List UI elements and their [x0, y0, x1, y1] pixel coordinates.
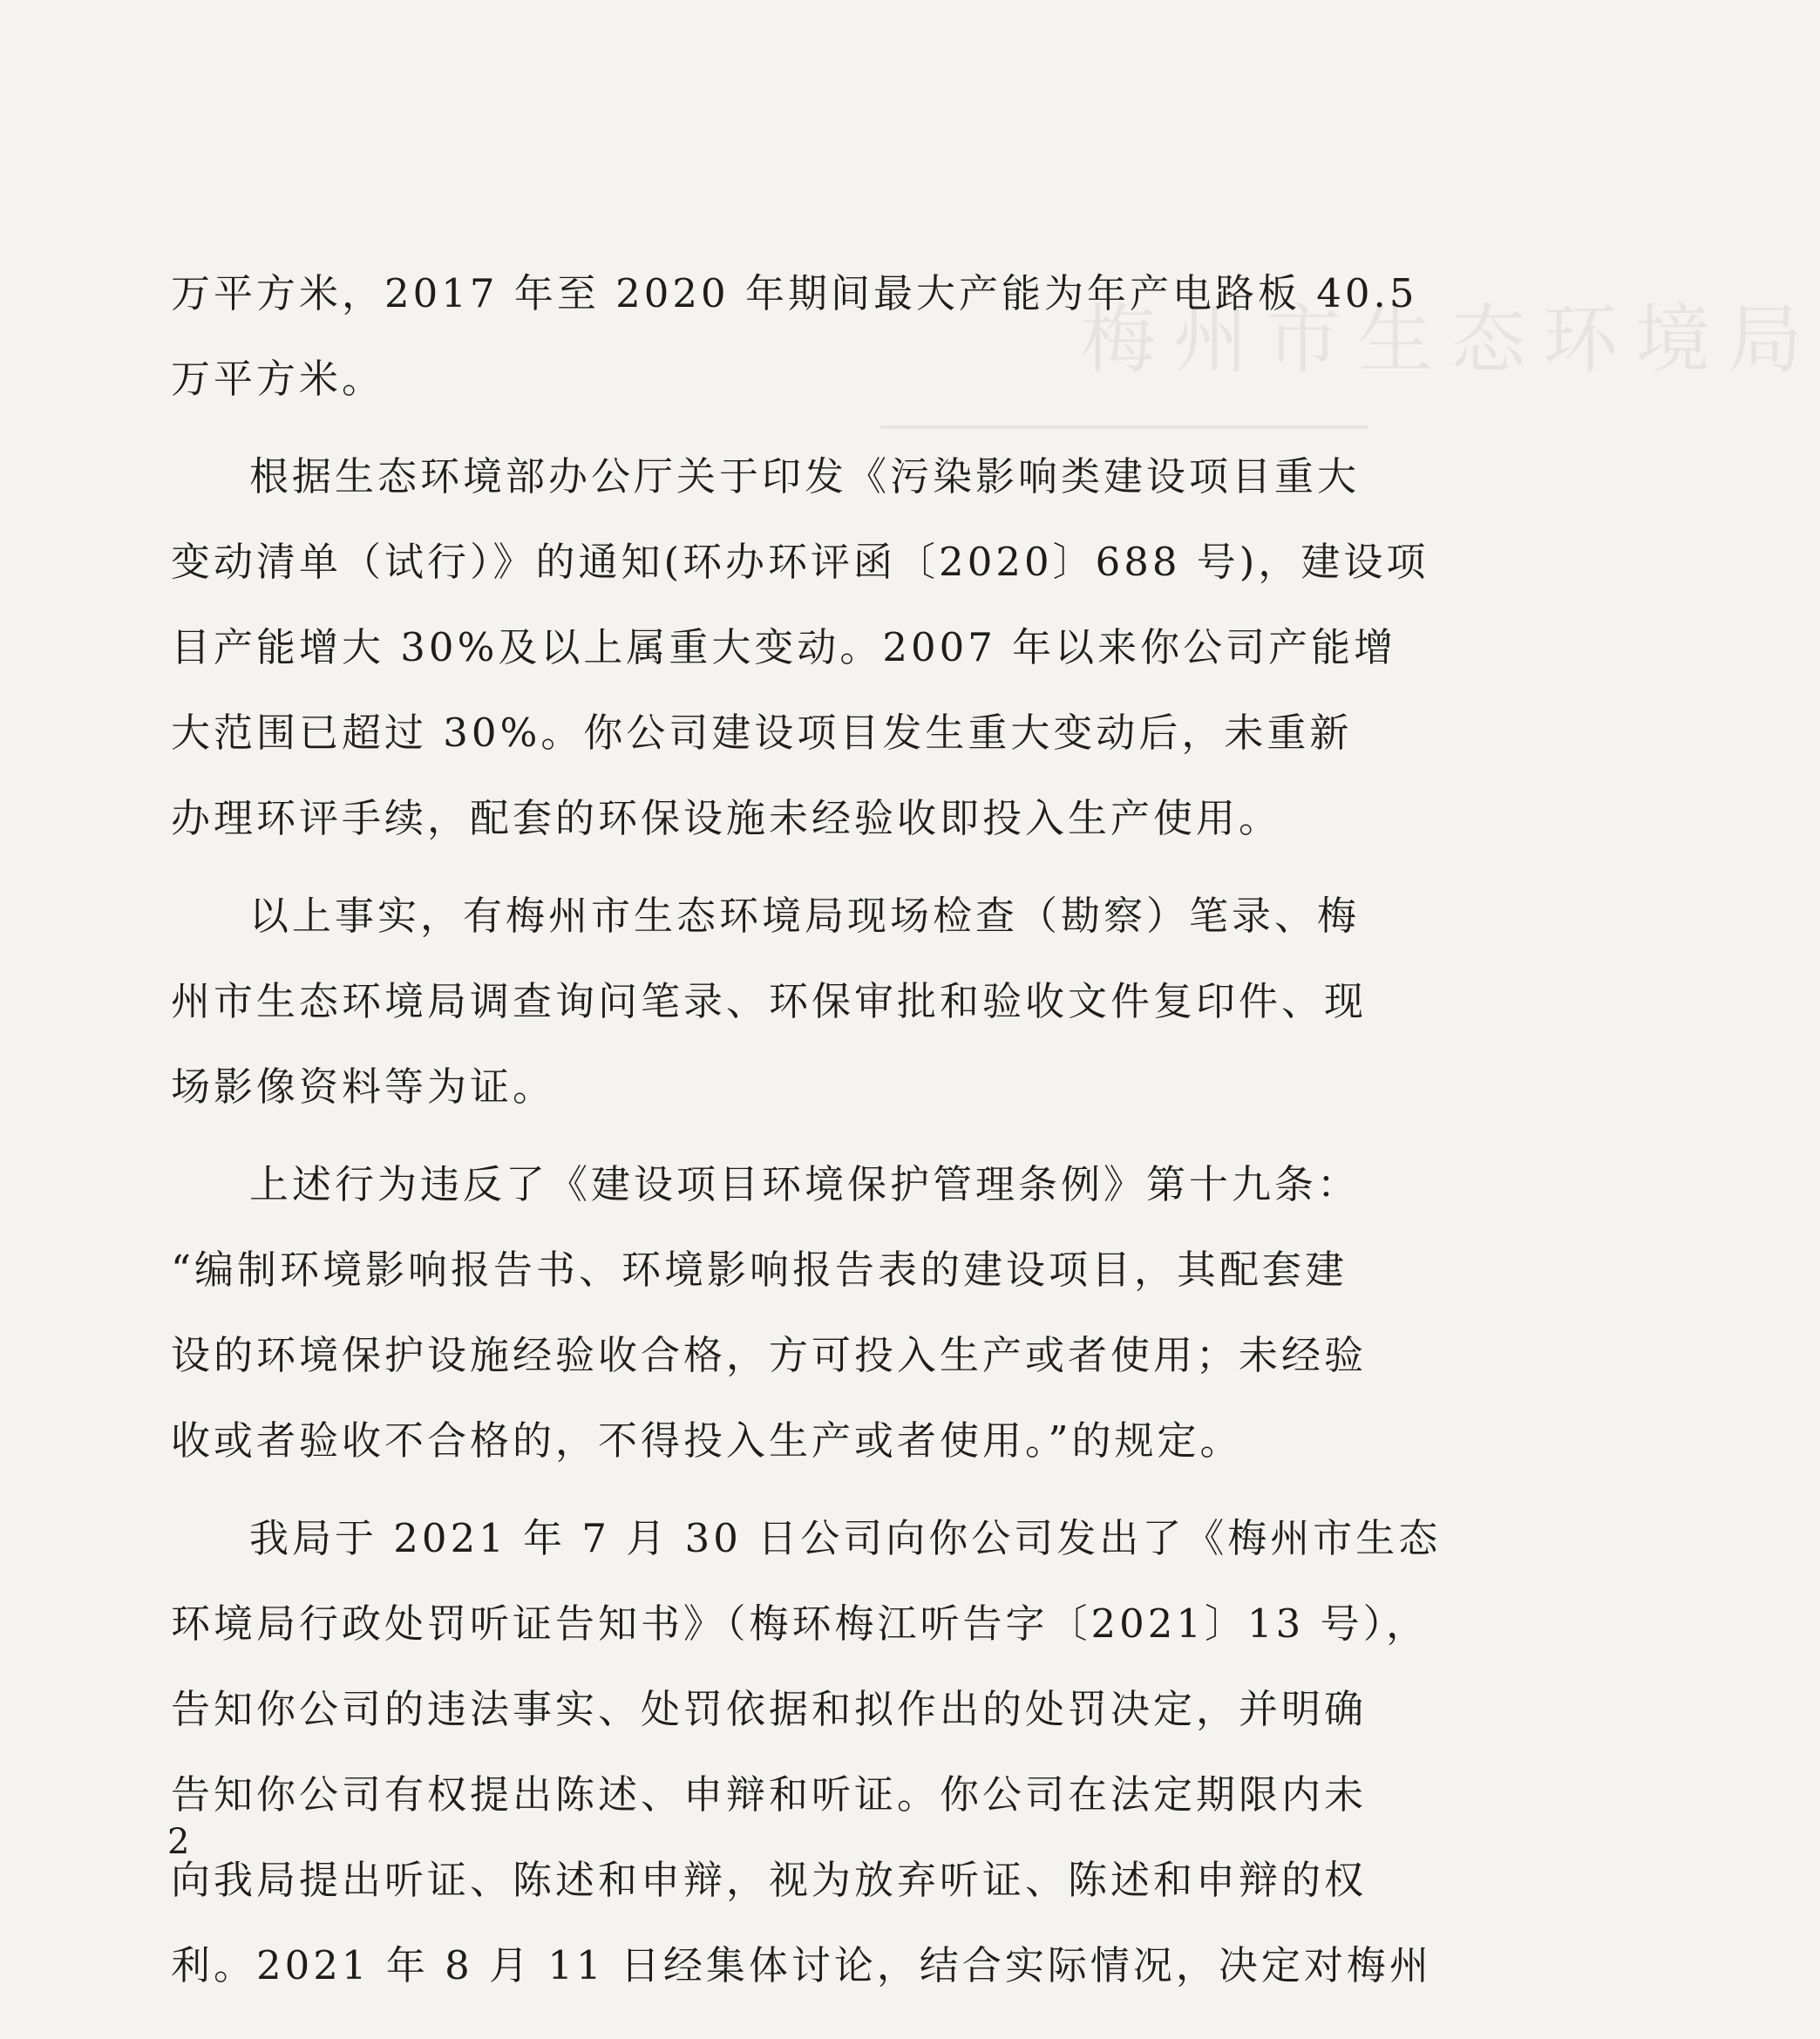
- paragraph: [171, 251, 1418, 422]
- paragraph: [171, 873, 1368, 1130]
- text-line: 办理环评手续，配套的环保设施未经验收即投入生产使用。: [171, 795, 1282, 841]
- text-line: 利。2021 年 8 月 11 日经集体讨论，结合实际情况，决定对梅州: [171, 1942, 1432, 1988]
- text-line: 万平方米。: [171, 356, 385, 402]
- text-line: 告知你公司有权提出陈述、申辩和听证。你公司在法定期限内未: [171, 1771, 1368, 1818]
- text-line: 目产能增大 30%及以上属重大变动。2007 年以来你公司产能增: [171, 624, 1397, 670]
- text-line: 万平方米，2017 年至 2020 年期间最大产能为年产电路板 40.5: [171, 270, 1418, 316]
- paragraph: [171, 1496, 1442, 2008]
- text-line: 我局于 2021 年 7 月 30 日公司向你公司发出了《梅州市生态: [249, 1515, 1442, 1561]
- text-line: 以上事实，有梅州市生态环境局现场检查（勘察）笔录、梅: [249, 893, 1361, 939]
- text-line: 场影像资料等为证。: [171, 1064, 556, 1110]
- text-line: 告知你公司的违法事实、处罚依据和拟作出的处罚决定，并明确: [171, 1686, 1368, 1732]
- paragraph: [171, 434, 1430, 861]
- page-number: 2: [167, 1822, 190, 1862]
- text-line: “编制环境影响报告书、环境影响报告表的建设项目，其配套建: [171, 1247, 1348, 1293]
- text-line: 环境局行政处罚听证告知书》（梅环梅江听告字〔2021〕13 号），: [171, 1601, 1430, 1647]
- text-line: 根据生态环境部办公厅关于印发《污染影响类建设项目重大: [249, 453, 1361, 500]
- text-line: 设的环境保护设施经验收合格，方可投入生产或者使用；未经验: [171, 1332, 1368, 1378]
- text-line: 收或者验收不合格的，不得投入生产或者使用。”的规定。: [171, 1417, 1243, 1464]
- text-line: 变动清单（试行）》的通知(环办环评函〔2020〕688 号)，建设项: [171, 539, 1430, 585]
- text-line: 州市生态环境局调查询问笔录、环保审批和验收文件复印件、现: [171, 978, 1368, 1024]
- paragraph: [171, 1142, 1368, 1484]
- text-line: 上述行为违反了《建设项目环境保护管理条例》第十九条：: [249, 1161, 1361, 1207]
- document-body: [171, 251, 1442, 2008]
- text-line: 向我局提出听证、陈述和申辩，视为放弃听证、陈述和申辩的权: [171, 1857, 1368, 1903]
- text-line: 大范围已超过 30%。你公司建设项目发生重大变动后，未重新: [171, 710, 1353, 756]
- bleed-through-watermark: 梅州市生态环境局: [1081, 296, 1820, 384]
